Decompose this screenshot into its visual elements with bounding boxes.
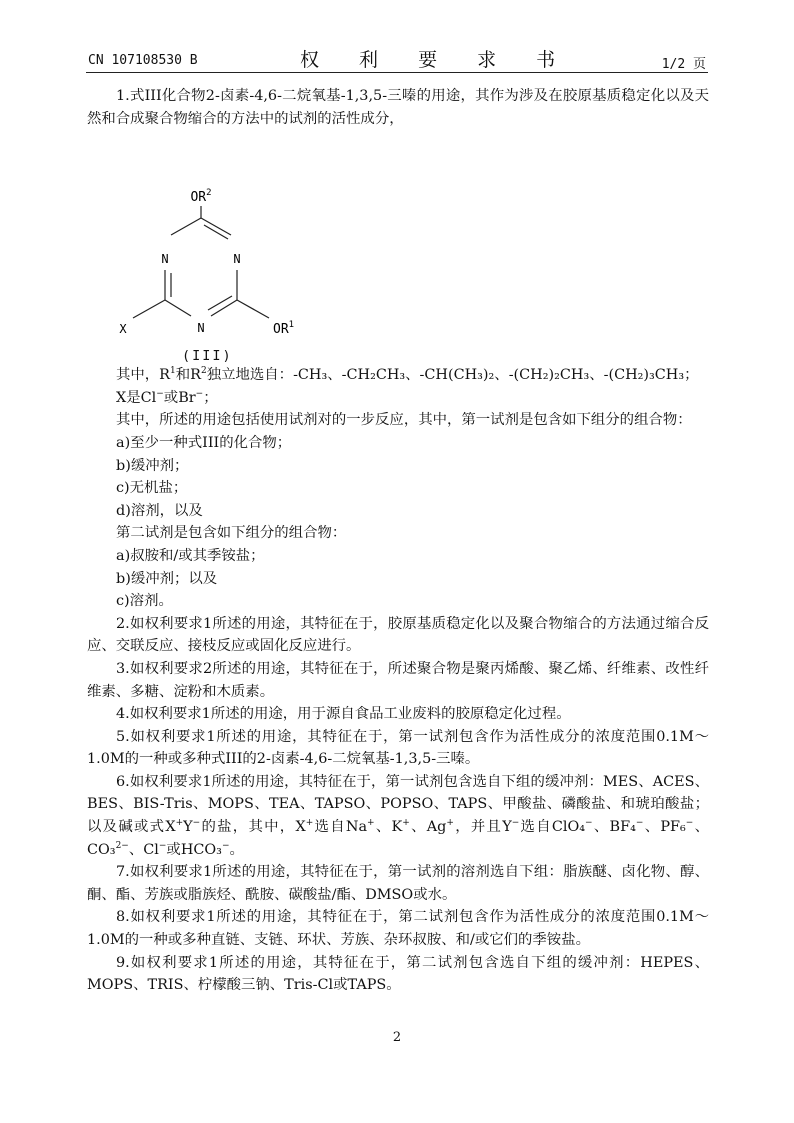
claim-1-use: 其中，所述的用途包括使用试剂对的一步反应，其中，第一试剂是包含如下组分的组合物： [116, 412, 692, 429]
nitrogen-top-right: N [233, 252, 241, 267]
claim-9: 9.如权利要求1所述的用途，其特征在于，第二试剂包含选自下组的缓冲剂：HEPES、MOPS、TRIS、柠檬酸三钠、Tris-Cl或TAPS。 [87, 954, 709, 994]
or2-label: $OR^2$ [190, 188, 212, 206]
x-substituent-label: X [119, 322, 127, 337]
claim-6: 6.如权利要求1所述的用途，其特征在于，第一试剂包含选自下组的缓冲剂：MES、ACES、BES、BIS-Tris、MOPS、TEA、TAPSO、POPSO、TAPS、甲酸盐、磷酸盐、和琥珀酸盐；以及碱或式X+Y−的盐，其中，X+选自Na+、K+、Ag+，并且Y−选自ClO₄−、BF₄−、PF₆−、CO₃$^{2-}$、Cl−或HCO₃−。 [87, 773, 710, 858]
first-reagent-item: c)无机盐； [116, 480, 188, 497]
claim-3: 3.如权利要求2所述的用途，其特征在于，所述聚合物是聚丙烯酸、聚乙烯、纤维素、改性纤维素、多糖、淀粉和木质素。 [87, 660, 709, 700]
second-reagent-item: b)缓冲剂；以及 [116, 570, 218, 587]
or1-label: $OR^1$ [273, 320, 295, 338]
claims-body [87, 85, 709, 997]
formula-label: (III) [182, 348, 233, 365]
page-number: 2 [392, 1030, 402, 1045]
claim-1-intro: 1.式III化合物2-卤素-4,6-二烷氧基-1,3,5-三嗪的用途，其作为涉及在胶原基质稳定化以及天然和合成聚合物缩合的方法中的试剂的活性成分， [87, 88, 709, 127]
claim-2: 2.如权利要求1所述的用途，其特征在于，胶原基质稳定化以及聚合物缩合的方法通过缩合反应、交联反应、接枝反应或固化反应进行。 [87, 615, 709, 655]
claim-5: 5.如权利要求1所述的用途，其特征在于，第一试剂包含作为活性成分的浓度范围0.1M～1.0M的一种或多种式III的2-卤素-4,6-二烷氧基-1,3,5-三嗪。 [87, 728, 709, 768]
second-reagent-item: c)溶剂。 [116, 593, 173, 610]
claim-8: 8.如权利要求1所述的用途，其特征在于，第二试剂包含作为活性成分的浓度范围0.1M～1.0M的一种或多种直链、支链、环状、芳族、杂环叔胺、和/或它们的季铵盐。 [87, 909, 709, 949]
page-header [0, 0, 794, 72]
claim-7: 7.如权利要求1所述的用途，其特征在于，第一试剂的溶剂选自下组：脂族醚、卤化物、醇、酮、酯、芳族或脂族烃、酰胺、碳酸盐/酯、DMSO或水。 [87, 864, 709, 903]
nitrogen-bottom: N [197, 321, 205, 336]
triazine-ring-diagram [87, 130, 387, 364]
second-reagent-item: a)叔胺和/或其季铵盐； [116, 547, 265, 564]
document-title: 权 利 要 求 书 [300, 49, 573, 71]
nitrogen-top-left: N [161, 252, 169, 267]
patent-number: CN 107108530 B [88, 53, 198, 68]
claim-1-r-definition: 其中，$R^1$和$R^2$独立地选自：-CH₃、-CH₂CH₃、-CH(CH₃)₂、-(CH₂)₂CH₃、-(CH₂)₃CH₃； [116, 366, 699, 384]
header-rule [86, 72, 708, 73]
claim-1-x-definition: X是Cl−或Br−； [116, 388, 218, 406]
first-reagent-item: a)至少一种式III的化合物； [116, 434, 292, 451]
claim-4: 4.如权利要求1所述的用途，用于源自食品工业废料的胶原稳定化过程。 [116, 706, 571, 723]
first-reagent-item: b)缓冲剂； [116, 457, 189, 474]
second-reagent-intro: 第二试剂是包含如下组分的组合物： [116, 525, 347, 542]
page-indicator: 1/2 页 [661, 57, 706, 72]
chemical-structure-iii [87, 130, 709, 364]
first-reagent-item: d)溶剂，以及 [116, 502, 203, 519]
